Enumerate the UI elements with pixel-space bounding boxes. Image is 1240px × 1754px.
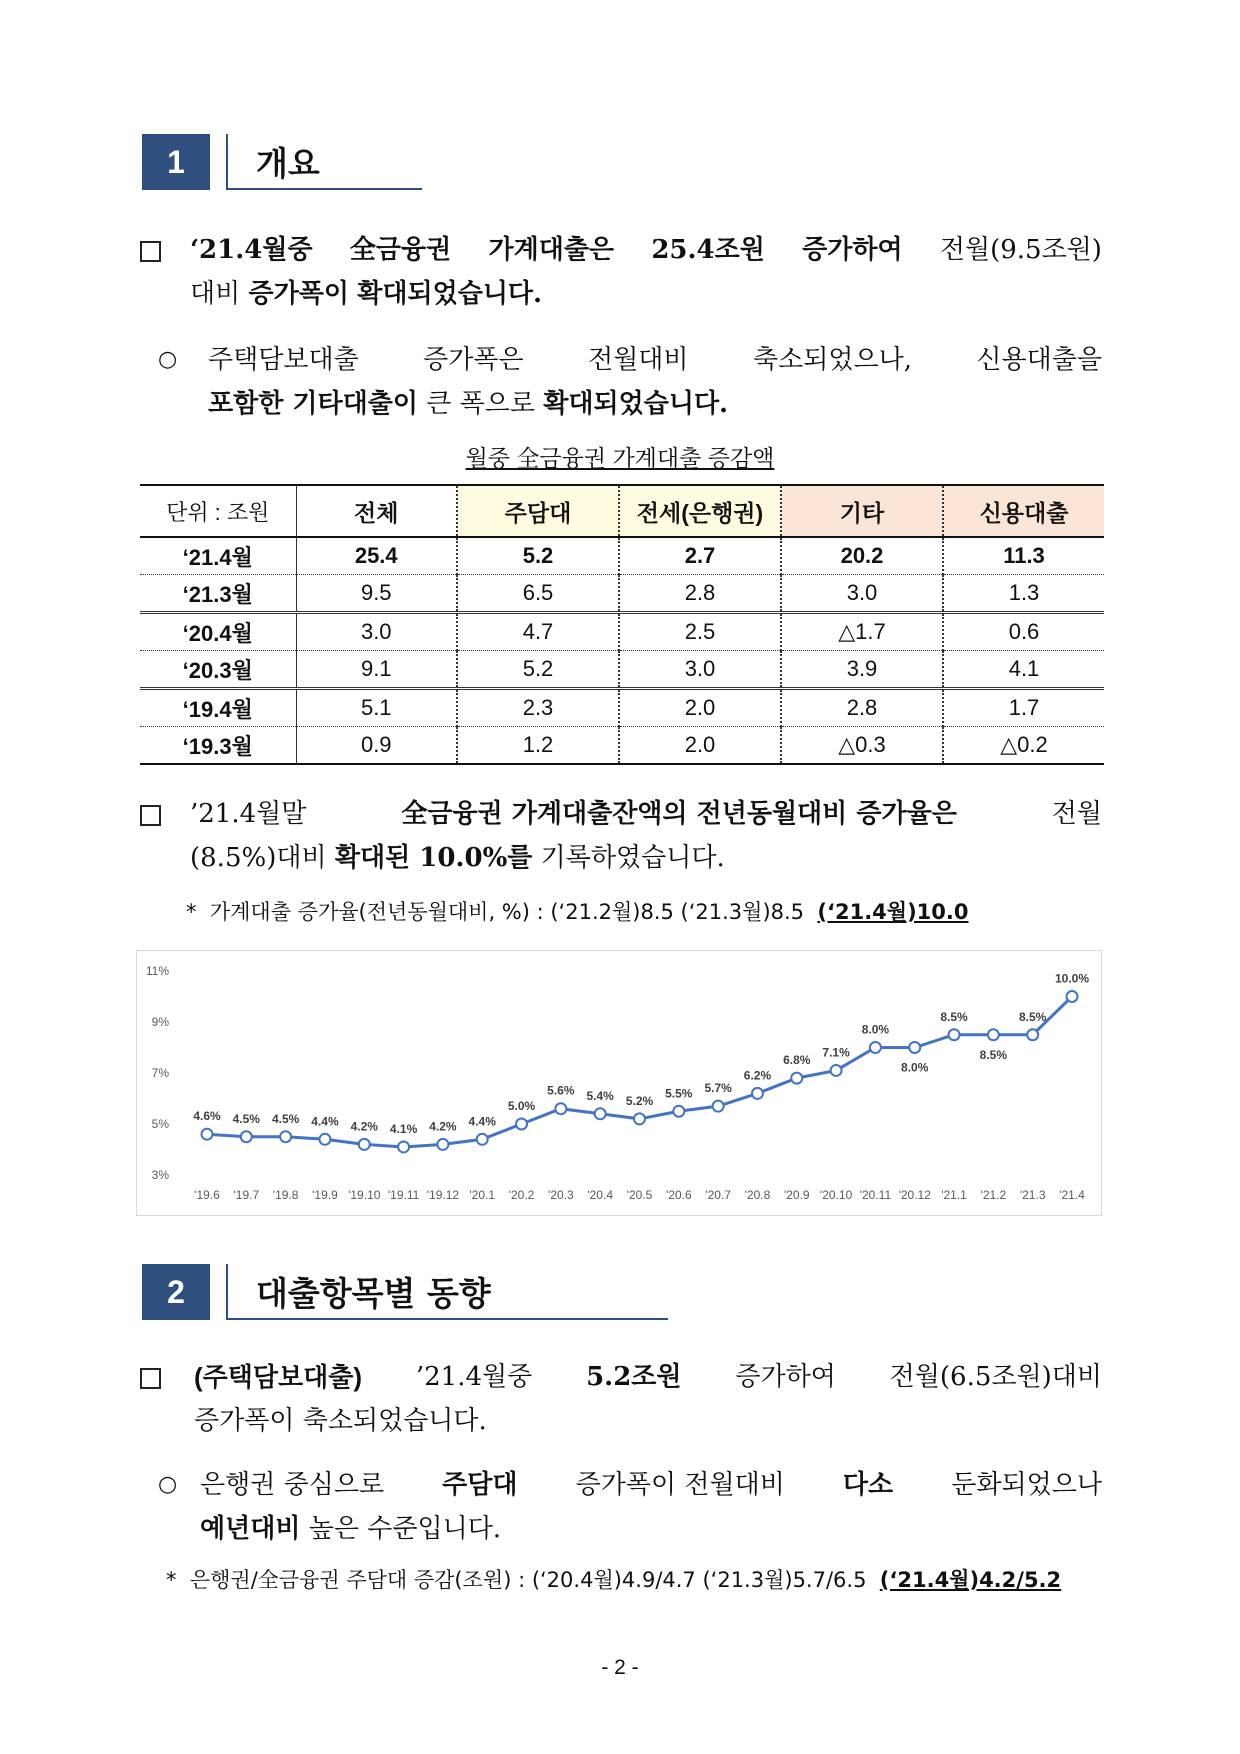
header-cell: 주담대 <box>457 485 619 537</box>
text-span: 주담대 <box>442 1470 518 1500</box>
data-point <box>359 1139 370 1150</box>
text-span: 은행권 중심으로 <box>200 1470 385 1500</box>
y-tick-label: 11% <box>145 964 169 978</box>
table-row <box>140 727 1104 765</box>
data-point <box>791 1073 802 1084</box>
cell: 1.7 <box>943 689 1104 727</box>
text-span: 확대되었습니다. <box>543 389 729 419</box>
cell: 2.0 <box>619 689 781 727</box>
data-point <box>988 1029 999 1040</box>
x-tick-label: '20.10 <box>819 1188 853 1202</box>
x-tick-label: '20.3 <box>548 1188 574 1202</box>
x-tick-label: '19.6 <box>194 1188 220 1202</box>
footnote-emphasis: (‘21.4월)10.0 <box>817 900 969 924</box>
data-label: 4.1% <box>389 1121 418 1136</box>
header-cell: 전세(은행권) <box>619 485 781 537</box>
x-tick-label: '20.9 <box>783 1188 810 1202</box>
data-label: 4.4% <box>311 1114 339 1129</box>
cell: 5.2 <box>457 651 619 689</box>
cell: 3.0 <box>619 651 781 689</box>
data-label: 6.2% <box>743 1068 772 1083</box>
cell: 2.0 <box>619 727 781 765</box>
text-span: (8.5%)대비 <box>190 843 327 873</box>
table-row <box>140 537 1104 575</box>
y-tick-label: 9% <box>151 1015 169 1029</box>
sub-paragraph <box>208 338 1102 426</box>
row-label: ‘19.3월 <box>182 733 253 759</box>
page-number: - 2 - <box>601 1656 639 1679</box>
row-label: ‘20.4월 <box>140 613 296 651</box>
table-row <box>140 575 1104 613</box>
cell: 25.4 <box>296 537 457 575</box>
text-span: (주택담보대출) <box>194 1362 363 1392</box>
x-tick-label: '19.7 <box>233 1188 260 1202</box>
data-label: 8.5% <box>1019 1009 1047 1024</box>
text-span: 가계대출은 <box>488 235 615 265</box>
data-label: 4.2% <box>350 1119 378 1134</box>
sub-paragraph <box>200 1463 1102 1551</box>
footnote-emphasis: (‘21.4월)4.2/5.2 <box>879 1568 1062 1592</box>
cell: 5.2 <box>457 537 619 575</box>
data-label: 6.8% <box>783 1053 811 1068</box>
cell: 2.5 <box>619 613 781 651</box>
text-span: 증가폭이 <box>248 279 349 309</box>
table-row <box>140 651 1104 689</box>
bullet-paragraph <box>190 228 1102 316</box>
cell: 4.7 <box>457 613 619 651</box>
bullet-paragraph <box>194 1355 1102 1443</box>
y-tick-label: 5% <box>151 1117 169 1131</box>
x-tick-label: '21.3 <box>1019 1188 1046 1202</box>
data-label: 4.5% <box>271 1111 300 1126</box>
table-header-row <box>140 485 1104 537</box>
table-row <box>140 613 1104 651</box>
data-point <box>477 1134 488 1145</box>
data-point <box>713 1101 724 1112</box>
row-label: ‘21.4월 <box>140 537 296 575</box>
x-tick-label: '20.12 <box>898 1188 931 1202</box>
table-caption <box>0 440 1240 473</box>
data-point <box>634 1113 645 1124</box>
cell: △0.3 <box>781 727 943 765</box>
x-tick-label: '20.1 <box>469 1188 496 1202</box>
data-point <box>949 1029 960 1040</box>
x-tick-label: '20.6 <box>665 1188 692 1202</box>
cell: 1.2 <box>457 727 619 765</box>
data-point <box>319 1134 330 1145</box>
text-span: 증가하여 <box>802 235 903 265</box>
data-label: 5.5% <box>665 1086 693 1101</box>
data-point <box>555 1103 566 1114</box>
loan-table <box>140 484 1104 765</box>
cell: 20.2 <box>781 537 943 575</box>
y-tick-label: 7% <box>151 1066 169 1080</box>
x-tick-label: '19.9 <box>312 1188 338 1202</box>
data-point <box>202 1129 213 1140</box>
cell: 4.1 <box>943 651 1104 689</box>
section-title: 개요 <box>226 134 422 190</box>
text-span: 확대된 10.0%를 <box>334 843 533 873</box>
x-tick-label: '21.4 <box>1059 1188 1085 1202</box>
text-span: 대비 <box>190 279 241 309</box>
cell: 9.5 <box>296 575 457 613</box>
row-label: ‘20.3월 <box>140 651 296 689</box>
text-line: 증가폭이 축소되었습니다. <box>194 1406 487 1436</box>
x-tick-label: '20.7 <box>705 1188 731 1202</box>
checkbox-icon <box>140 241 161 262</box>
section-title: 대출항목별 동향 <box>226 1264 668 1320</box>
text-span: 전월(9.5조원) <box>939 235 1102 265</box>
data-point <box>870 1042 881 1053</box>
footnote-text: 은행권/全금융권 주담대 증감(조원) : (‘20.4월)4.9/4.7 (‘21.3월)5.7/6.5 <box>189 1568 867 1592</box>
x-tick-label: '19.12 <box>426 1188 460 1202</box>
text-span: 예년대비 <box>200 1514 301 1544</box>
data-point <box>280 1131 291 1142</box>
asterisk: * <box>186 900 197 924</box>
cell: 2.7 <box>619 537 781 575</box>
data-label: 5.0% <box>507 1099 536 1113</box>
x-tick-label: '20.5 <box>626 1188 653 1202</box>
data-label: 8.5% <box>940 1009 968 1024</box>
x-tick-label: '21.1 <box>941 1188 967 1202</box>
text-span: 다소 <box>842 1470 894 1500</box>
table-row <box>140 689 1104 727</box>
data-point <box>1067 991 1078 1002</box>
section-number: 2 <box>142 1264 210 1320</box>
header-cell: 기타 <box>781 485 943 537</box>
data-point <box>752 1088 763 1099</box>
cell: 0.9 <box>296 727 457 765</box>
data-point <box>398 1141 409 1152</box>
footnote <box>166 1564 1061 1594</box>
asterisk: * <box>166 1568 177 1592</box>
data-label: 4.4% <box>468 1114 496 1129</box>
data-label: 8.5% <box>979 1047 1008 1062</box>
cell: 3.0 <box>296 613 457 651</box>
data-label: 5.4% <box>586 1088 614 1103</box>
x-tick-label: '20.4 <box>587 1188 614 1202</box>
cell: 2.3 <box>457 689 619 727</box>
data-point <box>831 1065 842 1076</box>
cell: 0.6 <box>943 613 1104 651</box>
text-span: ‘21.4월중 <box>190 235 313 265</box>
cell: 9.1 <box>296 651 457 689</box>
text-span: 큰 폭으로 <box>426 389 535 419</box>
data-label: 5.6% <box>547 1083 575 1098</box>
footnote <box>186 896 969 926</box>
x-tick-label: '20.2 <box>508 1188 535 1202</box>
circle-bullet-icon: ○ <box>158 347 178 372</box>
caption-text: 월중 全금융권 가계대출 증감액 <box>465 445 775 471</box>
text-span: 전월 <box>1051 799 1102 829</box>
y-tick-label: 3% <box>151 1168 169 1182</box>
cell: 5.1 <box>296 689 457 727</box>
text-span: 기록하였습니다. <box>540 843 725 873</box>
footnote-text: 가계대출 증가율(전년동월대비, %) : (‘21.2월)8.5 (‘21.3월)8.5 <box>209 900 805 924</box>
data-point <box>909 1042 920 1053</box>
section-number: 1 <box>142 134 210 190</box>
cell: 2.8 <box>781 689 943 727</box>
text-span: 높은 수준입니다. <box>308 1514 502 1544</box>
data-label: 4.2% <box>429 1119 457 1134</box>
cell: 6.5 <box>457 575 619 613</box>
text-span: 확대되었습니다. <box>357 279 543 309</box>
x-tick-label: '20.8 <box>744 1188 771 1202</box>
text-span: 포함한 기타대출이 <box>208 389 418 419</box>
text-span: 全금융권 가계대출잔액의 전년동월대비 증가율은 <box>401 799 957 829</box>
data-point <box>673 1106 684 1117</box>
data-label: 5.2% <box>625 1093 654 1108</box>
line-chart <box>137 951 1101 1215</box>
cell: △1.7 <box>781 613 943 651</box>
text-span: 증가하여 <box>735 1362 836 1392</box>
header-cell: 단위 : 조원 <box>140 485 296 537</box>
row-label: ‘21.3월 <box>140 575 296 613</box>
chart-frame <box>136 950 1102 1216</box>
data-label: 4.6% <box>193 1109 221 1124</box>
data-label: 5.7% <box>704 1081 732 1096</box>
text-span: ’21.4월중 <box>415 1362 533 1392</box>
data-label: 8.0% <box>861 1022 890 1037</box>
cell: 1.3 <box>943 575 1104 613</box>
data-label: 4.5% <box>232 1111 260 1126</box>
x-tick-label: '19.10 <box>348 1188 381 1202</box>
data-point <box>241 1131 252 1142</box>
header-cell: 신용대출 <box>943 485 1104 537</box>
data-point <box>437 1139 448 1150</box>
cell: 3.0 <box>781 575 943 613</box>
cell: 3.9 <box>781 651 943 689</box>
text-span: 全금융권 <box>349 235 452 265</box>
data-label: 8.0% <box>901 1060 929 1075</box>
text-span: 증가폭이 전월대비 <box>575 1470 785 1500</box>
data-point <box>1027 1029 1038 1040</box>
circle-bullet-icon: ○ <box>158 1472 178 1497</box>
text-span: 25.4조원 <box>651 235 765 265</box>
bullet-paragraph <box>190 792 1102 880</box>
text-span: ’21.4월말 <box>190 799 307 829</box>
checkbox-icon <box>140 805 161 826</box>
header-cell: 전체 <box>296 485 457 537</box>
data-point <box>595 1108 606 1119</box>
x-tick-label: '21.2 <box>980 1188 1007 1202</box>
cell: △0.2 <box>943 727 1104 765</box>
cell: 11.3 <box>943 537 1104 575</box>
row-label: ‘19.4월 <box>140 689 296 727</box>
x-tick-label: '20.11 <box>859 1188 892 1202</box>
x-tick-label: '19.8 <box>272 1188 299 1202</box>
data-label: 7.1% <box>822 1045 850 1060</box>
text-span: 둔화되었으나 <box>951 1470 1102 1500</box>
x-tick-label: '19.11 <box>387 1188 420 1202</box>
text-span: 5.2조원 <box>586 1362 682 1392</box>
cell: 2.8 <box>619 575 781 613</box>
text-span: 전월(6.5조원)대비 <box>889 1362 1102 1392</box>
data-label: 10.0% <box>1054 971 1090 986</box>
checkbox-icon <box>140 1368 161 1389</box>
text-line: 주택담보대출 증가폭은 전월대비 축소되었으나, 신용대출을 <box>208 345 1102 375</box>
data-point <box>516 1119 527 1130</box>
